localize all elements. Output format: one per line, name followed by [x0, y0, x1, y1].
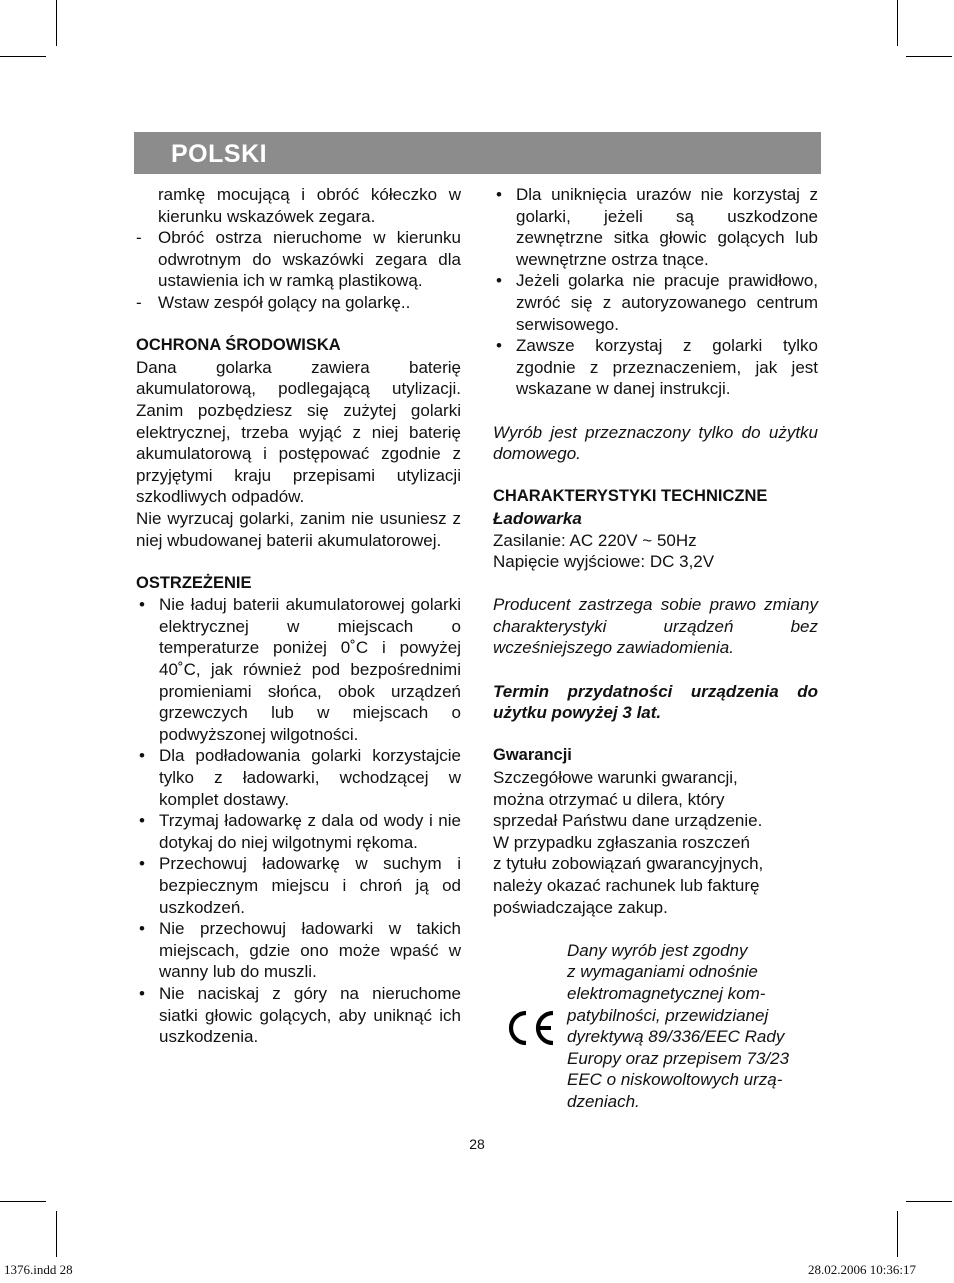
list-item: • Dla uniknięcia urazów nie korzystaj z golarki, jeżeli są uszkodzone zewnętrzne sitka głowic golących lub wewnętrzne ostrza tnące. — [496, 185, 818, 269]
warranty-line: należy okazać rachunek lub fakturę — [493, 876, 760, 895]
crop-mark — [0, 1201, 46, 1202]
bullet-marker: • — [139, 746, 145, 766]
ce-line: z wymaganiami odnośnie — [567, 962, 758, 982]
print-slug-file: 1376.indd 28 — [4, 1262, 73, 1277]
bullet-marker: • — [496, 271, 502, 291]
household-use-note: Wyrób jest przeznaczony tylko do użytku domowego. — [493, 422, 818, 464]
list-item: • Dla podładowania golarki korzystajcie tylko z ładowarki, wchodzącej w komplet dostawy. — [139, 746, 461, 809]
ce-mark-icon — [505, 1009, 557, 1047]
list-item: - Obróć ostrza nieruchome w kierunku odwrotnym do wskazówki zegara dla ustawienia ich w ramką plastikową. — [136, 228, 461, 291]
print-slug-date: 28.02.2006 10:36:17 — [808, 1262, 916, 1277]
banner-title: POLSKI — [171, 140, 268, 168]
warranty-line: W przypadku zgłaszania roszczeń — [493, 832, 751, 852]
left-column — [136, 184, 461, 1048]
ce-conformity-text — [567, 940, 827, 1113]
ce-line: dyrektywą 89/336/EEC Rady — [567, 1027, 785, 1047]
dash-marker: - — [136, 228, 142, 248]
crop-mark — [56, 1211, 57, 1257]
list-item: • Przechowuj ładowarkę w suchym i bezpiecznym miejscu i chroń ją od uszkodzeń. — [139, 854, 461, 917]
section-heading-warning: OSTRZEŻENIE — [136, 573, 252, 592]
language-banner — [134, 132, 821, 174]
warranty-line: poświadczające zakup. — [493, 897, 668, 917]
dash-marker: - — [136, 292, 142, 312]
crop-mark — [906, 1201, 952, 1202]
crop-mark — [897, 0, 898, 46]
paragraph: Dana golarka zawiera baterię akumulatorową, podlegającą utylizacji. Zanim pozbędziesz się zużytej golarki elektrycznej, trzeba wyjąć z niej baterię akumulatorową i postępować zgodnie z przyjętymi kraju przepisami utylizacji szkodliwych odpadów. — [136, 357, 461, 507]
section-heading-environment: OCHRONA ŚRODOWISKA — [136, 336, 341, 355]
shelf-life-note: Termin przydatności urządzenia do użytku powyżej 3 lat. — [493, 681, 818, 723]
intro-continuation: ramkę mocującą i obróć kółeczko w kierunku wskazówek zegara. — [158, 185, 461, 226]
list-item: • Nie ładuj baterii akumulatorowej golarki elektrycznej w miejscach o temperaturze poniżej 0˚C i powyżej 40˚C, jak również pod bezpośrednimi promieniami słońca, obok urządzeń grzewczych lub w miejscach o podwyższonej wilgotności. — [139, 595, 461, 744]
ce-line: EEC o niskowoltowych urzą- — [567, 1070, 783, 1090]
bullet-marker: • — [139, 919, 145, 939]
section-heading-warranty: Gwarancji — [493, 746, 572, 765]
bullet-marker: • — [139, 854, 145, 874]
ce-line: Europy oraz przepisem 73/23 — [567, 1048, 790, 1068]
list-item: • Trzymaj ładowarkę z dala od wody i nie dotykaj do niej wilgotnymi rękoma. — [139, 811, 461, 852]
warranty-line: można otrzymać u dilera, który — [493, 789, 725, 809]
ce-line: elektromagnetycznej kom- — [567, 983, 766, 1003]
list-item: • Jeżeli golarka nie pracuje prawidłowo, zwróć się z autoryzowanego centrum serwisowego. — [496, 271, 818, 334]
page-number: 28 — [469, 1136, 485, 1152]
list-item: - Wstaw zespół golący na golarkę.. — [136, 292, 411, 312]
paragraph: Nie wyrzucaj golarki, zanim nie usuniesz z niej wbudowanej baterii akumulatorowej. — [136, 508, 461, 550]
manufacturer-note: Producent zastrzega sobie prawo zmiany charakterystyki urządzeń bez wcześniejszego zawiadomienia. — [493, 595, 818, 658]
list-item: • Zawsze korzystaj z golarki tylko zgodnie z przeznaczeniem, jak jest wskazane w danej instrukcji. — [496, 336, 818, 399]
ce-line: dzeniach. — [567, 1091, 640, 1111]
bullet-marker: • — [496, 185, 502, 204]
bullet-marker: • — [496, 336, 502, 356]
right-column — [493, 184, 818, 1112]
ce-line: Dany wyrób jest zgodny — [567, 940, 748, 960]
list-item: • Nie przechowuj ładowarki w takich miejscach, gdzie ono może wpaść w wanny lub do muszli. — [139, 919, 461, 982]
ce-conformity-block — [493, 940, 818, 1112]
bullet-marker: • — [139, 595, 145, 615]
warranty-line: sprzedał Państwu dane urządzenie. — [493, 811, 763, 831]
power-supply: Zasilanie: AC 220V ~ 50Hz — [493, 530, 697, 550]
warranty-line: z tytułu zobowiązań gwarancyjnych, — [493, 854, 764, 874]
output-voltage: Napięcie wyjściowe: DC 3,2V — [493, 552, 715, 572]
section-heading-specs: CHARAKTERYSTYKI TECHNICZNE — [493, 487, 768, 506]
bullet-marker: • — [139, 811, 145, 831]
ce-line: patybilności, przewidzianej — [567, 1005, 769, 1025]
bullet-marker: • — [139, 983, 145, 1003]
charger-label: Ładowarka — [493, 508, 582, 528]
crop-mark — [56, 0, 57, 46]
warranty-line: Szczegółowe warunki gwarancji, — [493, 768, 738, 788]
crop-mark — [0, 56, 46, 57]
crop-mark — [897, 1211, 898, 1257]
list-item: • Nie naciskaj z góry na nieruchome siatki głowic golących, aby uniknąć ich uszkodzenia. — [139, 983, 461, 1047]
crop-mark — [906, 56, 952, 57]
